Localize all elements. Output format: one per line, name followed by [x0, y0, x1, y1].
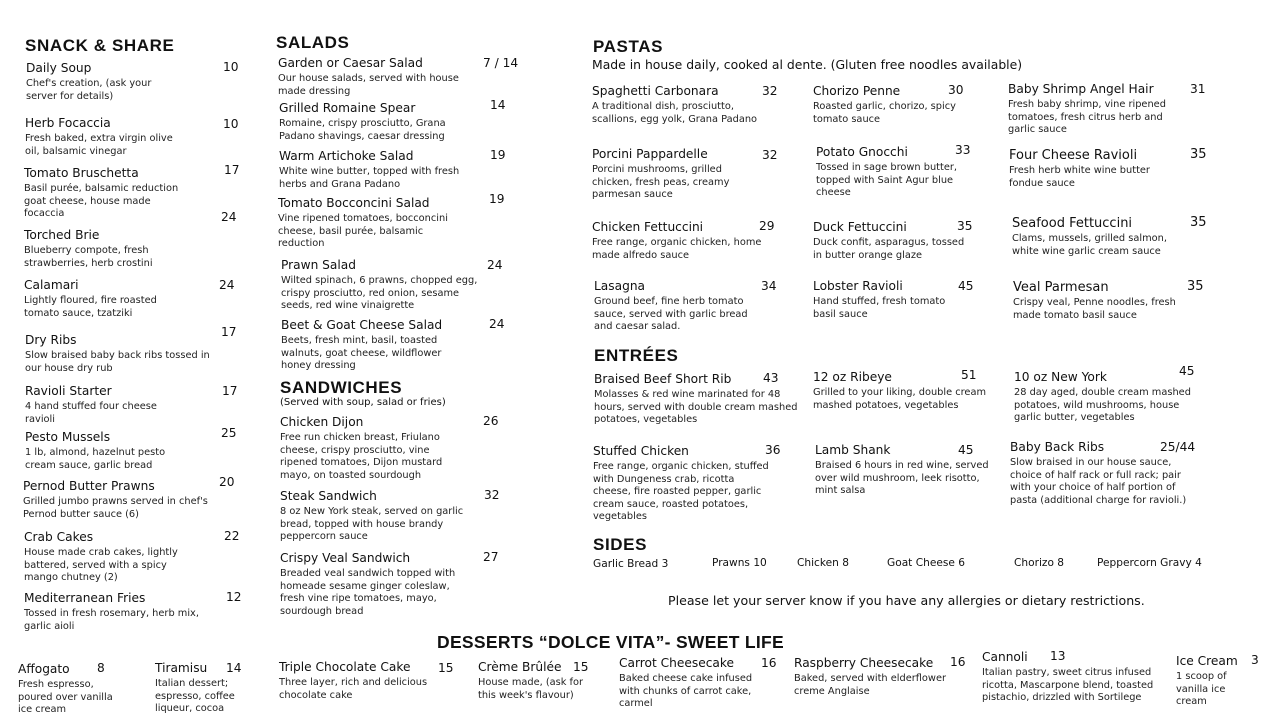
menu-item-grilled-romaine-spear: [279, 101, 479, 143]
item-price: 33: [955, 143, 971, 157]
item-desc: Our house salads, served with house made dressing: [278, 73, 459, 97]
menu-item-lasagna: [594, 279, 764, 334]
item-name: Affogato: [18, 662, 70, 676]
item-desc: House made, (ask for this week's flavour): [478, 677, 584, 701]
item-name: Baby Shrimp Angel Hair: [1008, 82, 1154, 96]
menu-item-porcini-pappardelle: [592, 147, 762, 202]
menu-item-duck-fettuccini: [813, 220, 973, 262]
item-name: Stuffed Chicken: [593, 444, 689, 458]
item-name: Beet & Goat Cheese Salad: [281, 318, 443, 332]
item-name: Daily Soup: [26, 61, 92, 75]
item-desc: Blueberry compote, fresh strawberries, herb crostini: [24, 245, 153, 269]
menu-item-pesto-mussels: [25, 430, 215, 472]
item-desc: Grilled jumbo prawns served in chef's Pernod butter sauce (6): [23, 496, 208, 520]
item-price: 32: [762, 84, 778, 98]
item-name: Potato Gnocchi: [816, 145, 908, 159]
entrees-heading: ENTRÉES: [594, 346, 679, 365]
item-desc: White wine butter, topped with fresh herbs and Grana Padano: [279, 166, 460, 190]
dessert-raspberry-cheesecake: [794, 656, 974, 698]
menu-item-baby-shrimp-angel-hair: [1008, 82, 1188, 137]
side-item: Goat Cheese 6: [887, 557, 965, 569]
item-name: Seafood Fettuccini: [1012, 216, 1133, 231]
item-price: 30: [948, 83, 964, 97]
item-price: 17: [221, 325, 237, 339]
item-name: Lamb Shank: [815, 443, 891, 457]
item-desc: Tossed in fresh rosemary, herb mix, garlic aioli: [24, 608, 199, 632]
item-price: 45: [958, 443, 974, 457]
item-desc: Fresh baked, extra virgin olive oil, balsamic vinegar: [25, 133, 173, 157]
item-desc: Wilted spinach, 6 prawns, chopped egg, crispy prosciutto, red onion, sesame seeds, red wine vinaigrette: [281, 275, 478, 312]
item-price: 36: [765, 443, 781, 457]
item-price: 24: [219, 278, 235, 292]
item-price: 24: [221, 210, 237, 224]
item-desc: Clams, mussels, grilled salmon, white wine garlic cream sauce: [1012, 233, 1167, 257]
item-name: Four Cheese Ravioli: [1009, 148, 1138, 163]
item-desc: Braised 6 hours in red wine, served over wild mushroom, leek risotto, mint salsa: [815, 460, 989, 497]
item-desc: Chef's creation, (ask your server for details): [26, 78, 152, 102]
item-desc: Free run chicken breast, Friulano cheese, crispy prosciutto, vine ripened tomatoes, Dijon mustard mayo, on toasted sourdough: [280, 432, 443, 481]
menu-item-crispy-veal-sandwich: [280, 551, 480, 618]
sandwiches-heading: SANDWICHES: [280, 378, 403, 397]
item-desc: Molasses & red wine marinated for 48 hours, served with double cream mashed potatoes, vegetables: [594, 389, 798, 426]
pastas-subtitle: Made in house daily, cooked al dente. (Gluten free noodles available): [592, 57, 1023, 72]
item-name: Tomato Bocconcini Salad: [278, 196, 430, 210]
side-item: Garlic Bread 3: [593, 558, 669, 570]
menu-item-daily-soup: [26, 61, 211, 103]
item-desc: Free range, organic chicken, home made alfredo sauce: [592, 237, 762, 261]
item-desc: 28 day aged, double cream mashed potatoes, wild mushrooms, house garlic butter, vegetables: [1014, 387, 1191, 424]
item-desc: Ground beef, fine herb tomato sauce, served with garlic bread and caesar salad.: [594, 296, 748, 333]
item-desc: Porcini mushrooms, grilled chicken, fresh peas, creamy parmesan sauce: [592, 164, 730, 201]
menu-item-10oz-new-york: [1014, 370, 1194, 425]
menu-item-garden-caesar-salad: [278, 56, 478, 98]
item-desc: Three layer, rich and delicious chocolate cake: [279, 677, 428, 701]
item-price: 10: [223, 117, 239, 131]
item-desc: House made crab cakes, lightly battered, served with a spicy mango chutney (2): [24, 547, 178, 584]
item-name: Crème Brûlée: [478, 660, 562, 674]
item-desc: Breaded veal sandwich topped with homeade sesame ginger coleslaw, fresh vine ripe tomatoes, mayo, sourdough bread: [280, 568, 456, 617]
dessert-affogato: [18, 662, 133, 717]
item-price: 14: [490, 98, 506, 112]
sandwiches-subtitle: (Served with soup, salad or fries): [280, 397, 446, 408]
item-price: 15: [438, 661, 454, 675]
item-price: 31: [1190, 82, 1206, 96]
item-price: 45: [1179, 364, 1195, 378]
item-desc: 1 scoop of vanilla ice cream: [1176, 671, 1227, 708]
item-name: Prawn Salad: [281, 258, 356, 272]
item-price: 16: [950, 655, 966, 669]
item-name: Cannoli: [982, 650, 1028, 664]
menu-item-prawn-salad: [281, 258, 481, 313]
item-name: Duck Fettuccini: [813, 220, 907, 234]
item-price: 45: [958, 279, 974, 293]
item-name: Ravioli Starter: [25, 384, 112, 398]
item-name: Triple Chocolate Cake: [279, 660, 411, 674]
item-price: 17: [224, 163, 240, 177]
item-price: 10: [223, 60, 239, 74]
menu-item-mediterranean-fries: [24, 591, 224, 633]
dessert-tiramisu: [155, 661, 270, 716]
item-desc: Basil purée, balsamic reduction goat cheese, house made focaccia: [24, 183, 179, 220]
item-price: 43: [763, 371, 779, 385]
item-name: Warm Artichoke Salad: [279, 149, 414, 163]
item-desc: Free range, organic chicken, stuffed with Dungeness crab, ricotta cheese, fire roasted pepper, garlic cream sauce, roasted potatoes, vegetables: [593, 461, 769, 523]
side-item: Prawns 10: [712, 557, 767, 569]
item-desc: 8 oz New York steak, served on garlic bread, topped with house brandy peppercorn sauce: [280, 506, 464, 543]
menu-item-torched-brie: [24, 228, 214, 270]
menu-item-herb-focaccia: [25, 116, 210, 158]
item-desc: Fresh herb white wine butter fondue sauce: [1009, 165, 1150, 189]
item-desc: Lightly floured, fire roasted tomato sauce, tzatziki: [24, 295, 157, 319]
item-name: Spaghetti Carbonara: [592, 84, 719, 98]
item-desc: Fresh baby shrimp, vine ripened tomatoes, fresh citrus herb and garlic sauce: [1008, 99, 1166, 136]
item-name: 10 oz New York: [1014, 370, 1107, 384]
menu-item-veal-parmesan: [1013, 280, 1193, 322]
item-name: Pesto Mussels: [25, 430, 111, 444]
item-name: Tiramisu: [155, 661, 208, 675]
item-name: Pernod Butter Prawns: [23, 479, 155, 493]
item-price: 32: [484, 488, 500, 502]
dessert-triple-chocolate-cake: [279, 660, 459, 702]
menu-item-four-cheese-ravioli: [1009, 148, 1189, 190]
item-price: 24: [487, 258, 503, 272]
item-name: Dry Ribs: [25, 333, 77, 347]
item-price: 17: [222, 384, 238, 398]
menu-item-chicken-dijon: [280, 415, 480, 482]
item-price: 35: [957, 219, 973, 233]
item-desc: Baked cheese cake infused with chunks of carrot cake, carmel: [619, 673, 753, 710]
item-desc: Hand stuffed, fresh tomato basil sauce: [813, 296, 946, 320]
item-price: 20: [219, 475, 235, 489]
item-name: Torched Brie: [24, 228, 100, 242]
menu-item-seafood-fettuccini: [1012, 216, 1192, 258]
menu-item-beet-goat-cheese-salad: [281, 318, 481, 373]
item-price: 32: [762, 148, 778, 162]
item-name: Porcini Pappardelle: [592, 147, 708, 161]
item-name: Crab Cakes: [24, 530, 94, 544]
item-desc: Italian dessert; espresso, coffee liqueur, cocoa: [155, 678, 235, 715]
menu-item-crab-cakes: [24, 530, 224, 585]
menu-item-calamari: [24, 278, 214, 320]
item-name: Raspberry Cheesecake: [794, 656, 934, 670]
side-item: Peppercorn Gravy 4: [1097, 557, 1202, 569]
item-price: 34: [761, 279, 777, 293]
item-price: 7 / 14: [483, 56, 519, 70]
item-name: Lobster Ravioli: [813, 279, 903, 293]
item-name: Crispy Veal Sandwich: [280, 551, 411, 565]
item-name: Veal Parmesan: [1013, 280, 1109, 295]
item-name: Chicken Dijon: [280, 415, 364, 429]
menu-item-chicken-fettuccini: [592, 220, 772, 262]
item-desc: Romaine, crispy prosciutto, Grana Padano shavings, caesar dressing: [279, 118, 446, 142]
item-name: Ice Cream: [1176, 654, 1238, 668]
sides-heading: SIDES: [593, 535, 648, 554]
item-price: 51: [961, 368, 977, 382]
desserts-heading: DESSERTS “DOLCE VITA”- SWEET LIFE: [437, 632, 784, 652]
menu-item-pernod-butter-prawns: [23, 479, 223, 521]
item-desc: Tossed in sage brown butter, topped with Saint Agur blue cheese: [816, 162, 958, 199]
item-price: 15: [573, 660, 589, 674]
item-price: 35: [1190, 215, 1207, 230]
item-desc: 4 hand stuffed four cheese ravioli: [25, 401, 157, 425]
item-name: Garden or Caesar Salad: [278, 56, 423, 70]
item-desc: Beets, fresh mint, basil, toasted walnuts, goat cheese, wildflower honey dressing: [281, 335, 442, 372]
item-desc: Duck confit, asparagus, tossed in butter orange glaze: [813, 237, 965, 261]
item-name: Lasagna: [594, 279, 646, 293]
menu-item-tomato-bruschetta: [24, 166, 214, 221]
menu-item-lobster-ravioli: [813, 279, 973, 321]
item-desc: Baked, served with elderflower creme Anglaise: [794, 673, 946, 697]
item-desc: Fresh espresso, poured over vanilla ice cream: [18, 679, 113, 716]
item-name: Grilled Romaine Spear: [279, 101, 416, 115]
item-name: Calamari: [24, 278, 79, 292]
item-desc: Vine ripened tomatoes, bocconcini cheese, basil purée, balsamic reduction: [278, 213, 448, 250]
snack-share-heading: SNACK & SHARE: [25, 36, 175, 55]
item-price: 35: [1190, 147, 1207, 162]
item-desc: Slow braised in our house sauce, choice of half rack or full rack; pair with your choice of half portion of pasta (additional charge for ravioli.): [1010, 457, 1187, 506]
item-desc: Crispy veal, Penne noodles, fresh made tomato basil sauce: [1013, 297, 1176, 321]
menu-item-ravioli-starter: [25, 384, 215, 426]
side-item: Chicken 8: [797, 557, 849, 569]
menu-item-steak-sandwich: [280, 489, 480, 544]
item-price: 12: [226, 590, 242, 604]
pastas-heading: PASTAS: [593, 37, 664, 56]
item-price: 14: [226, 661, 242, 675]
item-price: 19: [489, 192, 505, 206]
item-price: 3: [1251, 653, 1259, 667]
item-price: 25/44: [1160, 440, 1196, 454]
menu-item-tomato-bocconcini-salad: [278, 196, 478, 251]
item-price: 22: [224, 529, 240, 543]
menu-item-dry-ribs: [25, 333, 215, 375]
menu-item-potato-gnocchi: [816, 145, 976, 200]
item-name: Carrot Cheesecake: [619, 656, 734, 670]
item-price: 27: [483, 550, 499, 564]
item-name: Tomato Bruschetta: [24, 166, 139, 180]
menu-item-stuffed-chicken: [593, 444, 778, 524]
item-desc: Grilled to your liking, double cream mashed potatoes, vegetables: [813, 387, 987, 411]
item-price: 8: [97, 661, 105, 675]
item-name: Chorizo Penne: [813, 84, 901, 98]
item-price: 26: [483, 414, 499, 428]
item-name: Herb Focaccia: [25, 116, 111, 130]
dessert-carrot-cheesecake: [619, 656, 779, 711]
item-price: 29: [759, 219, 775, 233]
allergy-note: Please let your server know if you have any allergies or dietary restrictions.: [668, 593, 1145, 608]
item-price: 13: [1050, 649, 1066, 663]
item-name: Steak Sandwich: [280, 489, 377, 503]
item-price: 35: [1187, 279, 1204, 294]
item-desc: Italian pastry, sweet citrus infused ricotta, Mascarpone blend, toasted pistachio, drizzled with Sortilege: [982, 667, 1154, 704]
item-name: Mediterranean Fries: [24, 591, 146, 605]
item-price: 25: [221, 426, 237, 440]
item-name: Chicken Fettuccini: [592, 220, 704, 234]
item-desc: Roasted garlic, chorizo, spicy tomato sauce: [813, 101, 956, 125]
dessert-cannoli: [982, 650, 1162, 705]
side-item: Chorizo 8: [1014, 557, 1065, 569]
item-desc: A traditional dish, prosciutto, scallions, egg yolk, Grana Padano: [592, 101, 758, 125]
item-name: Baby Back Ribs: [1010, 440, 1105, 454]
item-name: Braised Beef Short Rib: [594, 372, 732, 386]
salads-heading: SALADS: [276, 33, 350, 52]
item-desc: 1 lb, almond, hazelnut pesto cream sauce, garlic bread: [25, 447, 166, 471]
item-price: 19: [490, 148, 506, 162]
menu-item-spaghetti-carbonara: [592, 84, 772, 126]
item-name: 12 oz Ribeye: [813, 370, 892, 384]
item-price: 24: [489, 317, 505, 331]
item-desc: Slow braised baby back ribs tossed in our house dry rub: [25, 350, 210, 374]
menu-item-warm-artichoke-salad: [279, 149, 479, 191]
item-price: 16: [761, 656, 777, 670]
